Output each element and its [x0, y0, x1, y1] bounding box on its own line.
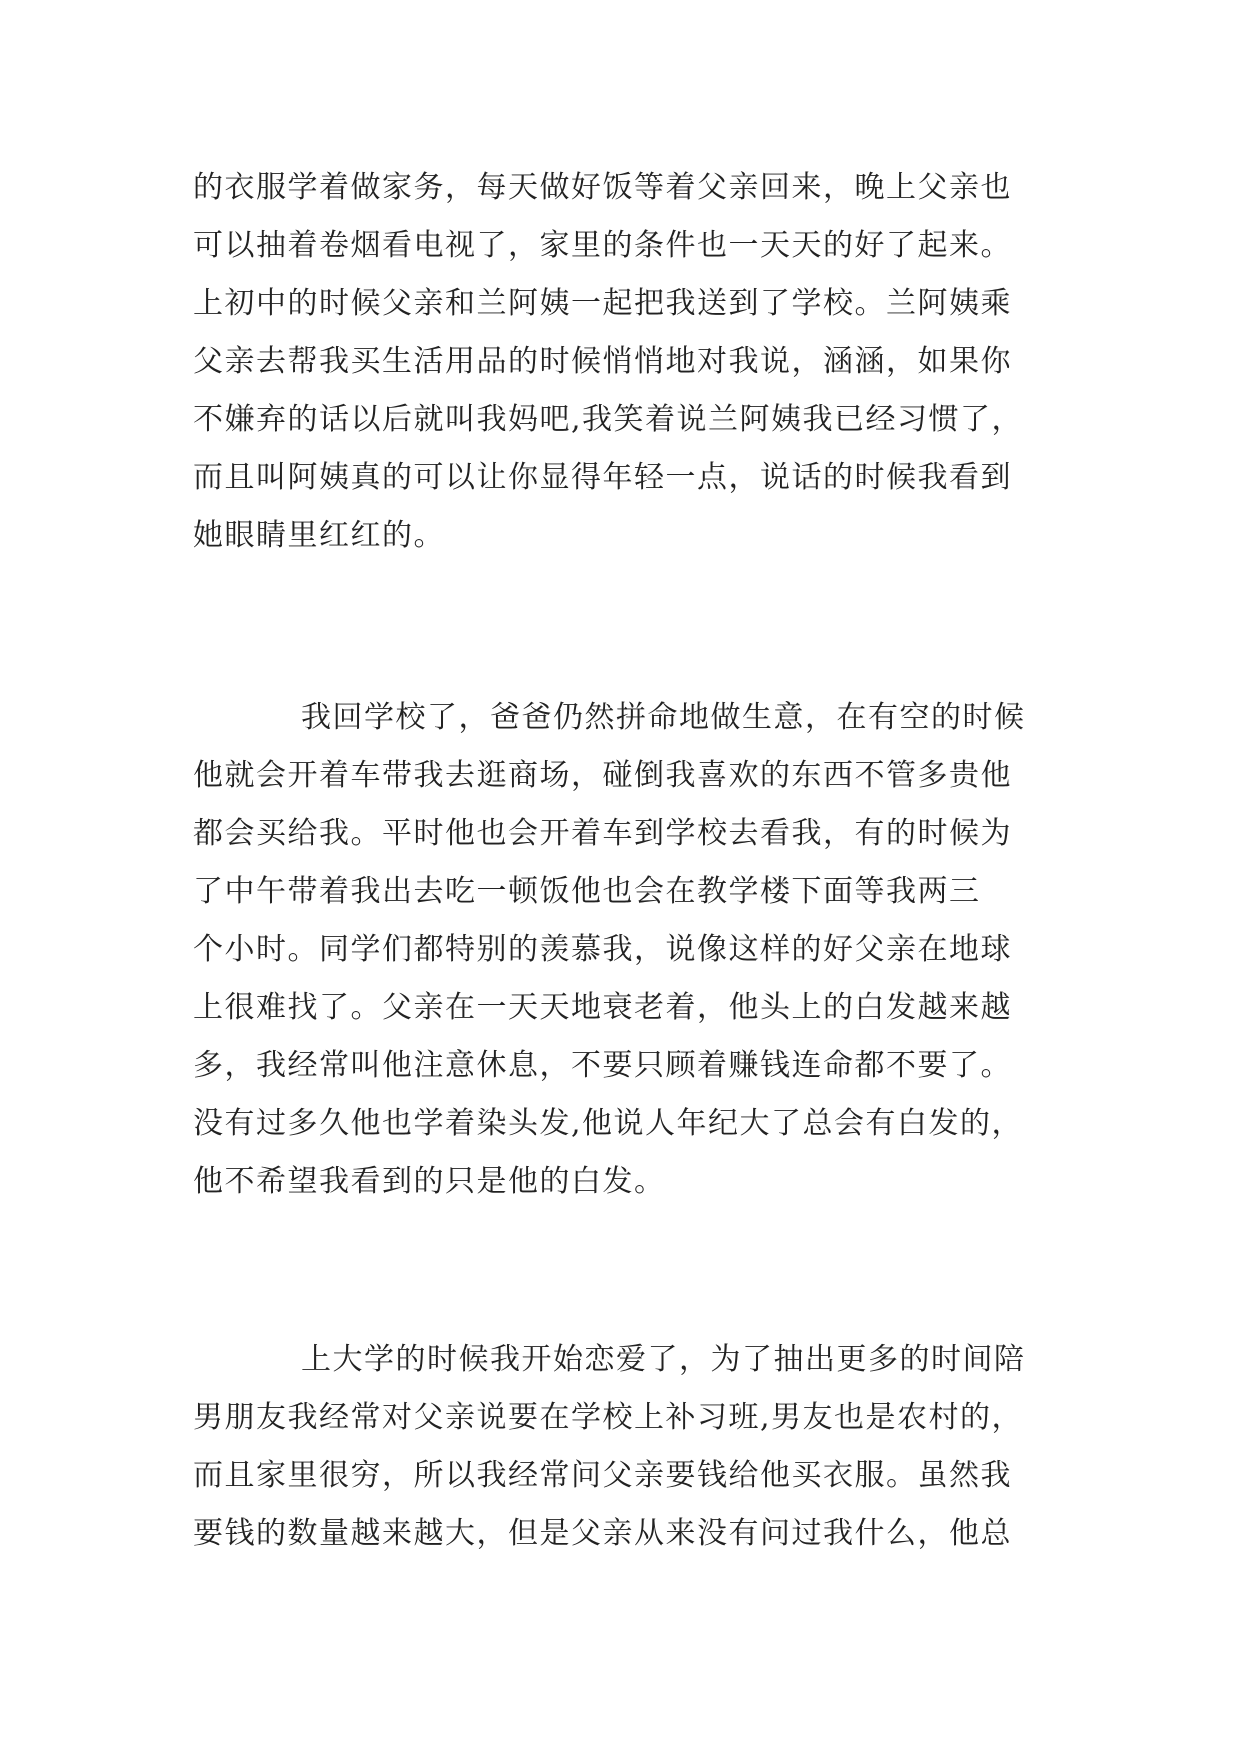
text-line: 而且叫阿姨真的可以让你显得年轻一点，说话的时候我看到 [193, 460, 1012, 495]
text-line-first: 上大学的时候我开始恋爱了，为了抽出更多的时间陪 [301, 1342, 1026, 1377]
text-line: 不嫌弃的话以后就叫我妈吧,我笑着说兰阿姨我已经习惯了， [193, 402, 1024, 437]
text-line: 没有过多久他也学着染头发,他说人年纪大了总会有白发的， [193, 1106, 1024, 1141]
text-line: 要钱的数量越来越大，但是父亲从来没有问过我什么，他总 [193, 1516, 1012, 1551]
text-line: 多，我经常叫他注意休息，不要只顾着赚钱连命都不要了。 [193, 1048, 1012, 1083]
text-line: 的衣服学着做家务，每天做好饭等着父亲回来，晚上父亲也 [193, 170, 1012, 205]
text-line-first: 我回学校了，爸爸仍然拼命地做生意，在有空的时候 [301, 700, 1026, 735]
text-line: 个小时。同学们都特别的羡慕我，说像这样的好父亲在地球 [193, 932, 1012, 967]
text-line: 上初中的时候父亲和兰阿姨一起把我送到了学校。兰阿姨乘 [193, 286, 1012, 321]
text-line: 了中午带着我出去吃一顿饭他也会在教学楼下面等我两三 [193, 874, 981, 909]
text-line: 可以抽着卷烟看电视了，家里的条件也一天天的好了起来。 [193, 228, 1012, 263]
text-line: 他就会开着车带我去逛商场，碰倒我喜欢的东西不管多贵他 [193, 758, 1012, 793]
text-line: 上很难找了。父亲在一天天地衰老着，他头上的白发越来越 [193, 990, 1012, 1025]
text-line: 父亲去帮我买生活用品的时候悄悄地对我说，涵涵，如果你 [193, 344, 1012, 379]
text-line: 她眼睛里红红的。 [193, 518, 445, 553]
text-line: 都会买给我。平时他也会开着车到学校去看我，有的时候为 [193, 816, 1012, 851]
paragraph-3 [193, 1331, 1073, 1563]
paragraph-1 [193, 159, 1073, 565]
text-line: 而且家里很穷，所以我经常问父亲要钱给他买衣服。虽然我 [193, 1458, 1012, 1493]
text-line: 他不希望我看到的只是他的白发。 [193, 1164, 666, 1199]
text-line: 男朋友我经常对父亲说要在学校上补习班,男友也是农村的， [193, 1400, 1024, 1435]
paragraph-2 [193, 689, 1073, 1211]
